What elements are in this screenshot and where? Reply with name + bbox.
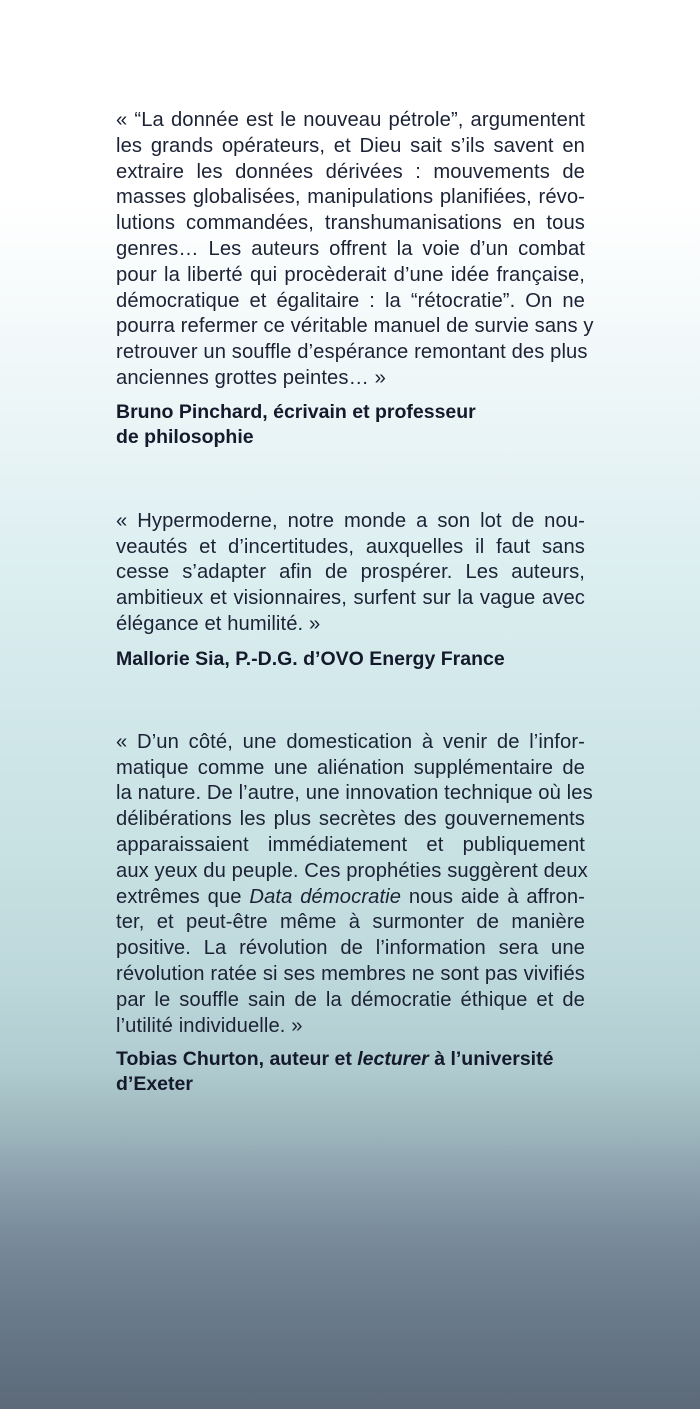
quote-line: ter, et peut-être même à surmonter de manière — [116, 911, 585, 934]
quote-line: aux yeux du peuple. Ces prophéties suggèrent deux — [116, 859, 588, 882]
back-cover-testimonials — [116, 108, 594, 1097]
attribution-line — [116, 1047, 585, 1072]
book-title: Data démocratie — [249, 885, 402, 908]
quote-line: masses globalisées, manipulations planifiées, révo- — [116, 186, 585, 209]
quote-line: retrouver un souffle d’espérance remontant des plus — [116, 341, 588, 364]
quote-line: l’utilité individuelle. » — [116, 1014, 303, 1037]
quote-line: positive. La révolution de l’information sera une — [116, 937, 585, 960]
quote-line: lutions commandées, transhumanisations en tous — [116, 212, 585, 235]
quote-line: démocratique et égalitaire : la “rétocratie”. On ne — [116, 289, 585, 312]
quote-line: « “La donnée est le nouveau pétrole”, argumentent — [116, 109, 585, 131]
quote-line: révolution ratée si ses membres ne sont pas vivifiés — [116, 962, 585, 985]
attribution-line: Bruno Pinchard, écrivain et professeur — [116, 400, 476, 423]
quote-line: apparaissaient immédiatement et publiquement — [116, 833, 585, 856]
italic-term: lecturer — [357, 1048, 429, 1071]
text-segment: Tobias Churton, auteur et — [116, 1048, 358, 1071]
quote-line: les grands opérateurs, et Dieu sait s’ils savent en — [116, 134, 585, 157]
quote-line: pour la liberté qui procèderait d’une idée française, — [116, 263, 585, 286]
text-segment: nous aide à affron- — [401, 885, 585, 908]
text-segment: à l’université — [428, 1048, 554, 1071]
attribution-line: Mallorie Sia, P.-D.G. d’OVO Energy France — [116, 647, 505, 670]
quote-line: délibérations les plus secrètes des gouvernements — [116, 808, 585, 831]
quote-line: genres… Les auteurs offrent la voie d’un combat — [116, 237, 585, 260]
quote-line: « D’un côté, une domestication à venir de l’infor- — [116, 730, 585, 753]
quote-line: ambitieux et visionnaires, surfent sur la vague avec — [116, 587, 585, 610]
testimonial-attribution — [116, 1047, 585, 1097]
quote-line: matique comme une aliénation supplémentaire de — [116, 756, 585, 779]
quote-line: anciennes grottes peintes… » — [116, 366, 386, 389]
attribution-line: d’Exeter — [116, 1073, 193, 1096]
text-segment: extrêmes que — [116, 885, 250, 908]
testimonial-attribution — [116, 647, 585, 672]
quote-line: par le souffle sain de la démocratie éthique et de — [116, 988, 585, 1011]
quote-line: veautés et d’incertitudes, auxquelles il faut sans — [116, 535, 585, 558]
testimonial-bruno-pinchard — [116, 108, 594, 450]
quote-line-with-book-title — [116, 885, 585, 911]
quote-line: élégance et humilité. » — [116, 612, 321, 635]
testimonial-quote — [116, 730, 593, 1040]
testimonial-quote — [116, 509, 585, 638]
quote-line: pourra refermer ce véritable manuel de survie sans y — [116, 315, 594, 338]
quote-line: cesse s’adapter afin de prospérer. Les auteurs, — [116, 561, 585, 584]
testimonial-quote — [116, 108, 594, 392]
quote-line: la nature. De l’autre, une innovation technique où les — [116, 782, 593, 805]
attribution-line: de philosophie — [116, 425, 254, 448]
testimonial-mallorie-sia — [116, 509, 585, 672]
testimonial-tobias-churton — [116, 730, 593, 1098]
quote-line: extraire les données dérivées : mouvements de — [116, 160, 585, 183]
quote-line: « Hypermoderne, notre monde a son lot de nou- — [116, 509, 585, 532]
testimonial-attribution — [116, 400, 585, 450]
